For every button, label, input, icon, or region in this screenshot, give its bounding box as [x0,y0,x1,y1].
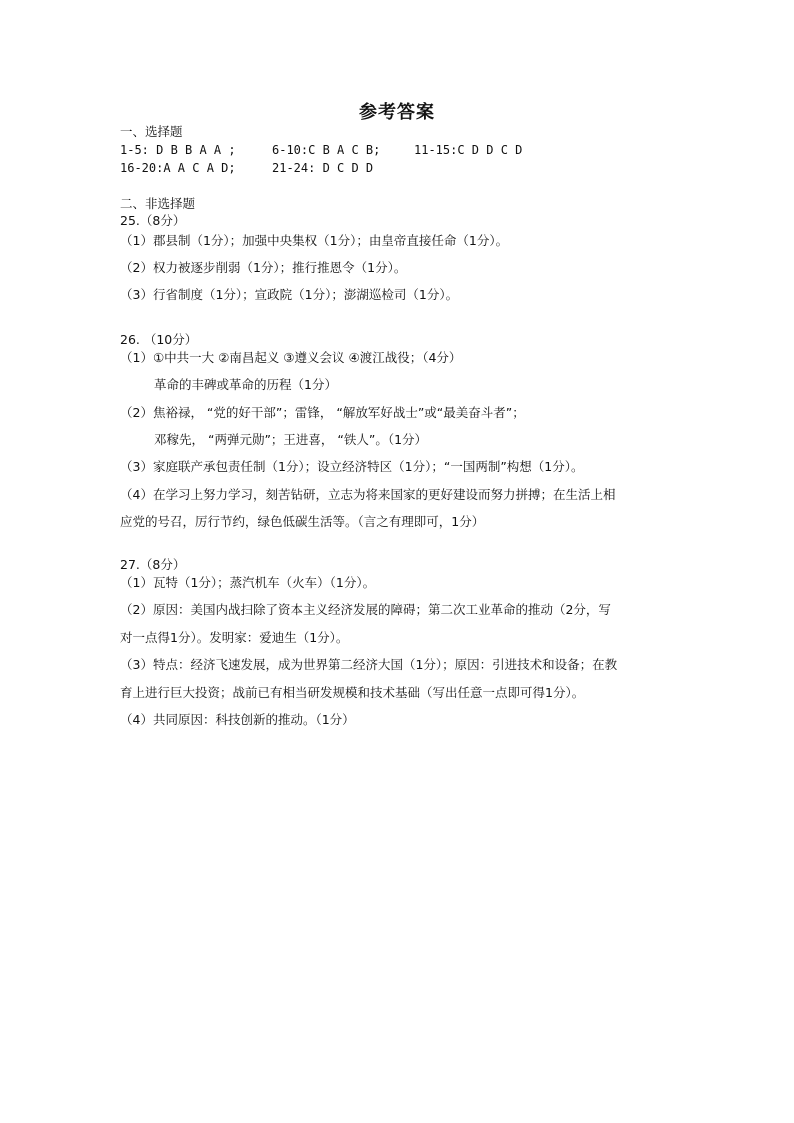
q27-line-1: （1）瓦特（1分）；蒸汽机车（火车）（1分）。 [120,575,376,590]
choice-answers-21-24: 21-24: D C D D [272,161,374,175]
choice-answers-1-5: 1-5: D B B A A ; [120,143,236,157]
choice-answers-16-20: 16-20:A A C A D; [120,161,236,175]
q26-line-5: （3）家庭联产承包责任制（1分）；设立经济特区（1分）；“一国两制”构想（1分）。 [120,459,584,474]
section-heading-nonchoice: 二、非选择题 [120,196,196,211]
q27-line-5: 育上进行巨大投资；战前已有相当研发规模和技术基础（写出任意一点即可得1分）。 [120,685,585,700]
q26-line-7: 应党的号召，厉行节约，绿色低碳生活等。（言之有理即可，1分） [120,514,485,529]
q27-line-4: （3）特点：经济飞速发展，成为世界第二经济大国（1分）；原因：引进技术和设备；在教 [120,657,618,672]
q27-header: 27.（8分） [120,557,186,572]
choice-answers-6-10: 6-10:C B A C B; [272,143,381,157]
q25-line-3: （3）行省制度（1分）；宣政院（1分）；澎湖巡检司（1分）。 [120,287,459,302]
q27-line-6: （4）共同原因：科技创新的推动。（1分） [120,712,355,727]
choice-answers-11-15: 11-15:C D D C D [414,143,523,157]
q26-line-6: （4）在学习上努力学习，刻苦钻研，立志为将来国家的更好建设而努力拼搏；在生活上相 [120,487,616,502]
page-title: 参考答案 [359,102,435,123]
q26-header: 26. （10分） [120,332,198,347]
q25-header: 25.（8分） [120,213,186,228]
q25-line-1: （1）郡县制（1分）；加强中央集权（1分）；由皇帝直接任命（1分）。 [120,233,509,248]
q27-line-2: （2）原因：美国内战扫除了资本主义经济发展的障碍；第二次工业革命的推动（2分，写 [120,602,611,617]
q26-line-1: （1）①中共一大 ②南昌起义 ③遵义会议 ④渡江战役；（4分） [120,350,462,365]
q27-line-3: 对一点得1分）。发明家：爱迪生（1分）。 [120,630,349,645]
q26-line-3: （2）焦裕禄， “党的好干部”；雷锋， “解放军好战士”或“最美奋斗者”； [120,405,525,420]
q26-line-4: 邓稼先， “两弹元勋”；王进喜， “铁人”。（1分） [154,432,428,447]
section-heading-choice: 一、选择题 [120,124,183,139]
q26-line-2: 革命的丰碑或革命的历程（1分） [154,377,337,392]
q25-line-2: （2）权力被逐步削弱（1分）；推行推恩令（1分）。 [120,260,407,275]
